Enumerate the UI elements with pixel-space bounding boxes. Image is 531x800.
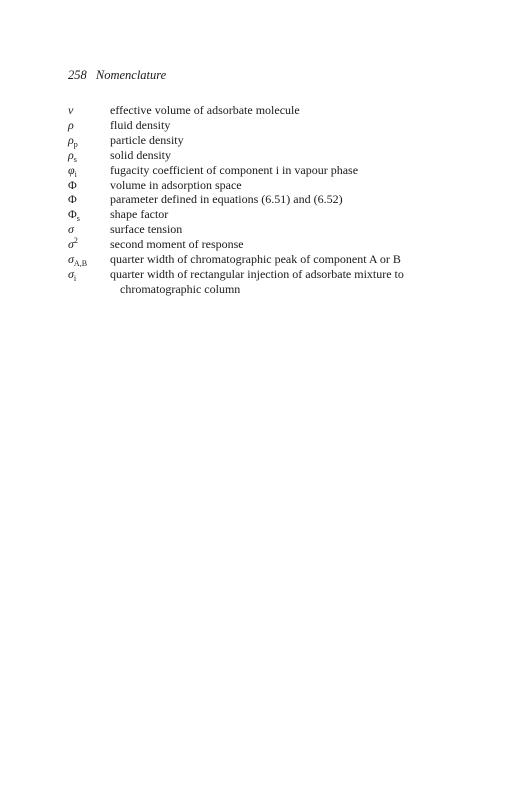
- entry-symbol: $\rho_p$: [68, 132, 78, 149]
- nomenclature-entry: [68, 133, 468, 148]
- entry-subscript: i: [74, 169, 77, 179]
- entry-symbol: $\rho_s$: [68, 147, 77, 164]
- entry-description: second moment of response: [110, 237, 244, 252]
- entry-symbol: $\sigma^2$: [68, 236, 78, 252]
- entry-subscript: s: [76, 214, 80, 224]
- entry-description: particle density: [110, 132, 184, 147]
- nomenclature-entry: [68, 222, 468, 237]
- entry-description: fluid density: [110, 117, 171, 132]
- entry-superscript: 2: [73, 236, 78, 246]
- entry-description: quarter width of rectangular injection of adsorbate mixture to chromatographic column: [110, 267, 468, 297]
- entry-symbol: Φ: [68, 177, 77, 192]
- entry-description: volume in adsorption space: [110, 177, 242, 192]
- entry-description: effective volume of adsorbate molecule: [110, 103, 300, 117]
- entry-symbol: σ: [68, 222, 74, 237]
- nomenclature-entry: [68, 237, 468, 252]
- entry-description: shape factor: [110, 207, 169, 222]
- nomenclature-entry: [68, 267, 468, 297]
- entry-subscript: s: [73, 154, 77, 164]
- entry-description: fugacity coefficient of component i in vapour phase: [110, 162, 359, 177]
- nomenclature-entry: [68, 207, 468, 222]
- entry-symbol: ν: [68, 103, 74, 117]
- entry-symbol: $\Phi_s$: [68, 207, 80, 224]
- entry-description: quarter width of chromatographic peak of component A or B: [110, 252, 401, 267]
- nomenclature-entry: [68, 118, 468, 133]
- entry-description: parameter defined in equations (6.51) and (6.52): [110, 192, 343, 207]
- entry-symbol: Φ: [68, 192, 77, 207]
- entry-symbol: ρ: [68, 117, 74, 132]
- section-title: Nomenclature: [95, 68, 167, 82]
- entry-description: surface tension: [110, 222, 183, 237]
- entry-description: solid density: [110, 147, 172, 162]
- nomenclature-entry: [68, 103, 468, 118]
- page-number: 258: [68, 68, 87, 82]
- nomenclature-entry: [68, 252, 468, 267]
- entry-symbol: $\sigma_{A,B}$: [68, 252, 88, 269]
- entry-symbol: $\varphi_i$: [68, 162, 77, 179]
- running-header: [68, 68, 166, 83]
- nomenclature-list: [68, 103, 468, 297]
- entry-description-continuation: chromatographic column: [120, 281, 241, 296]
- nomenclature-entry: [68, 192, 468, 207]
- nomenclature-entry: [68, 163, 468, 178]
- entry-subscript: A,B: [73, 259, 88, 269]
- entry-subscript: p: [73, 139, 78, 149]
- entry-symbol: $\sigma_i$: [68, 266, 77, 283]
- nomenclature-entry: [68, 178, 468, 193]
- entry-subscript: i: [73, 273, 77, 283]
- nomenclature-entry: [68, 148, 468, 163]
